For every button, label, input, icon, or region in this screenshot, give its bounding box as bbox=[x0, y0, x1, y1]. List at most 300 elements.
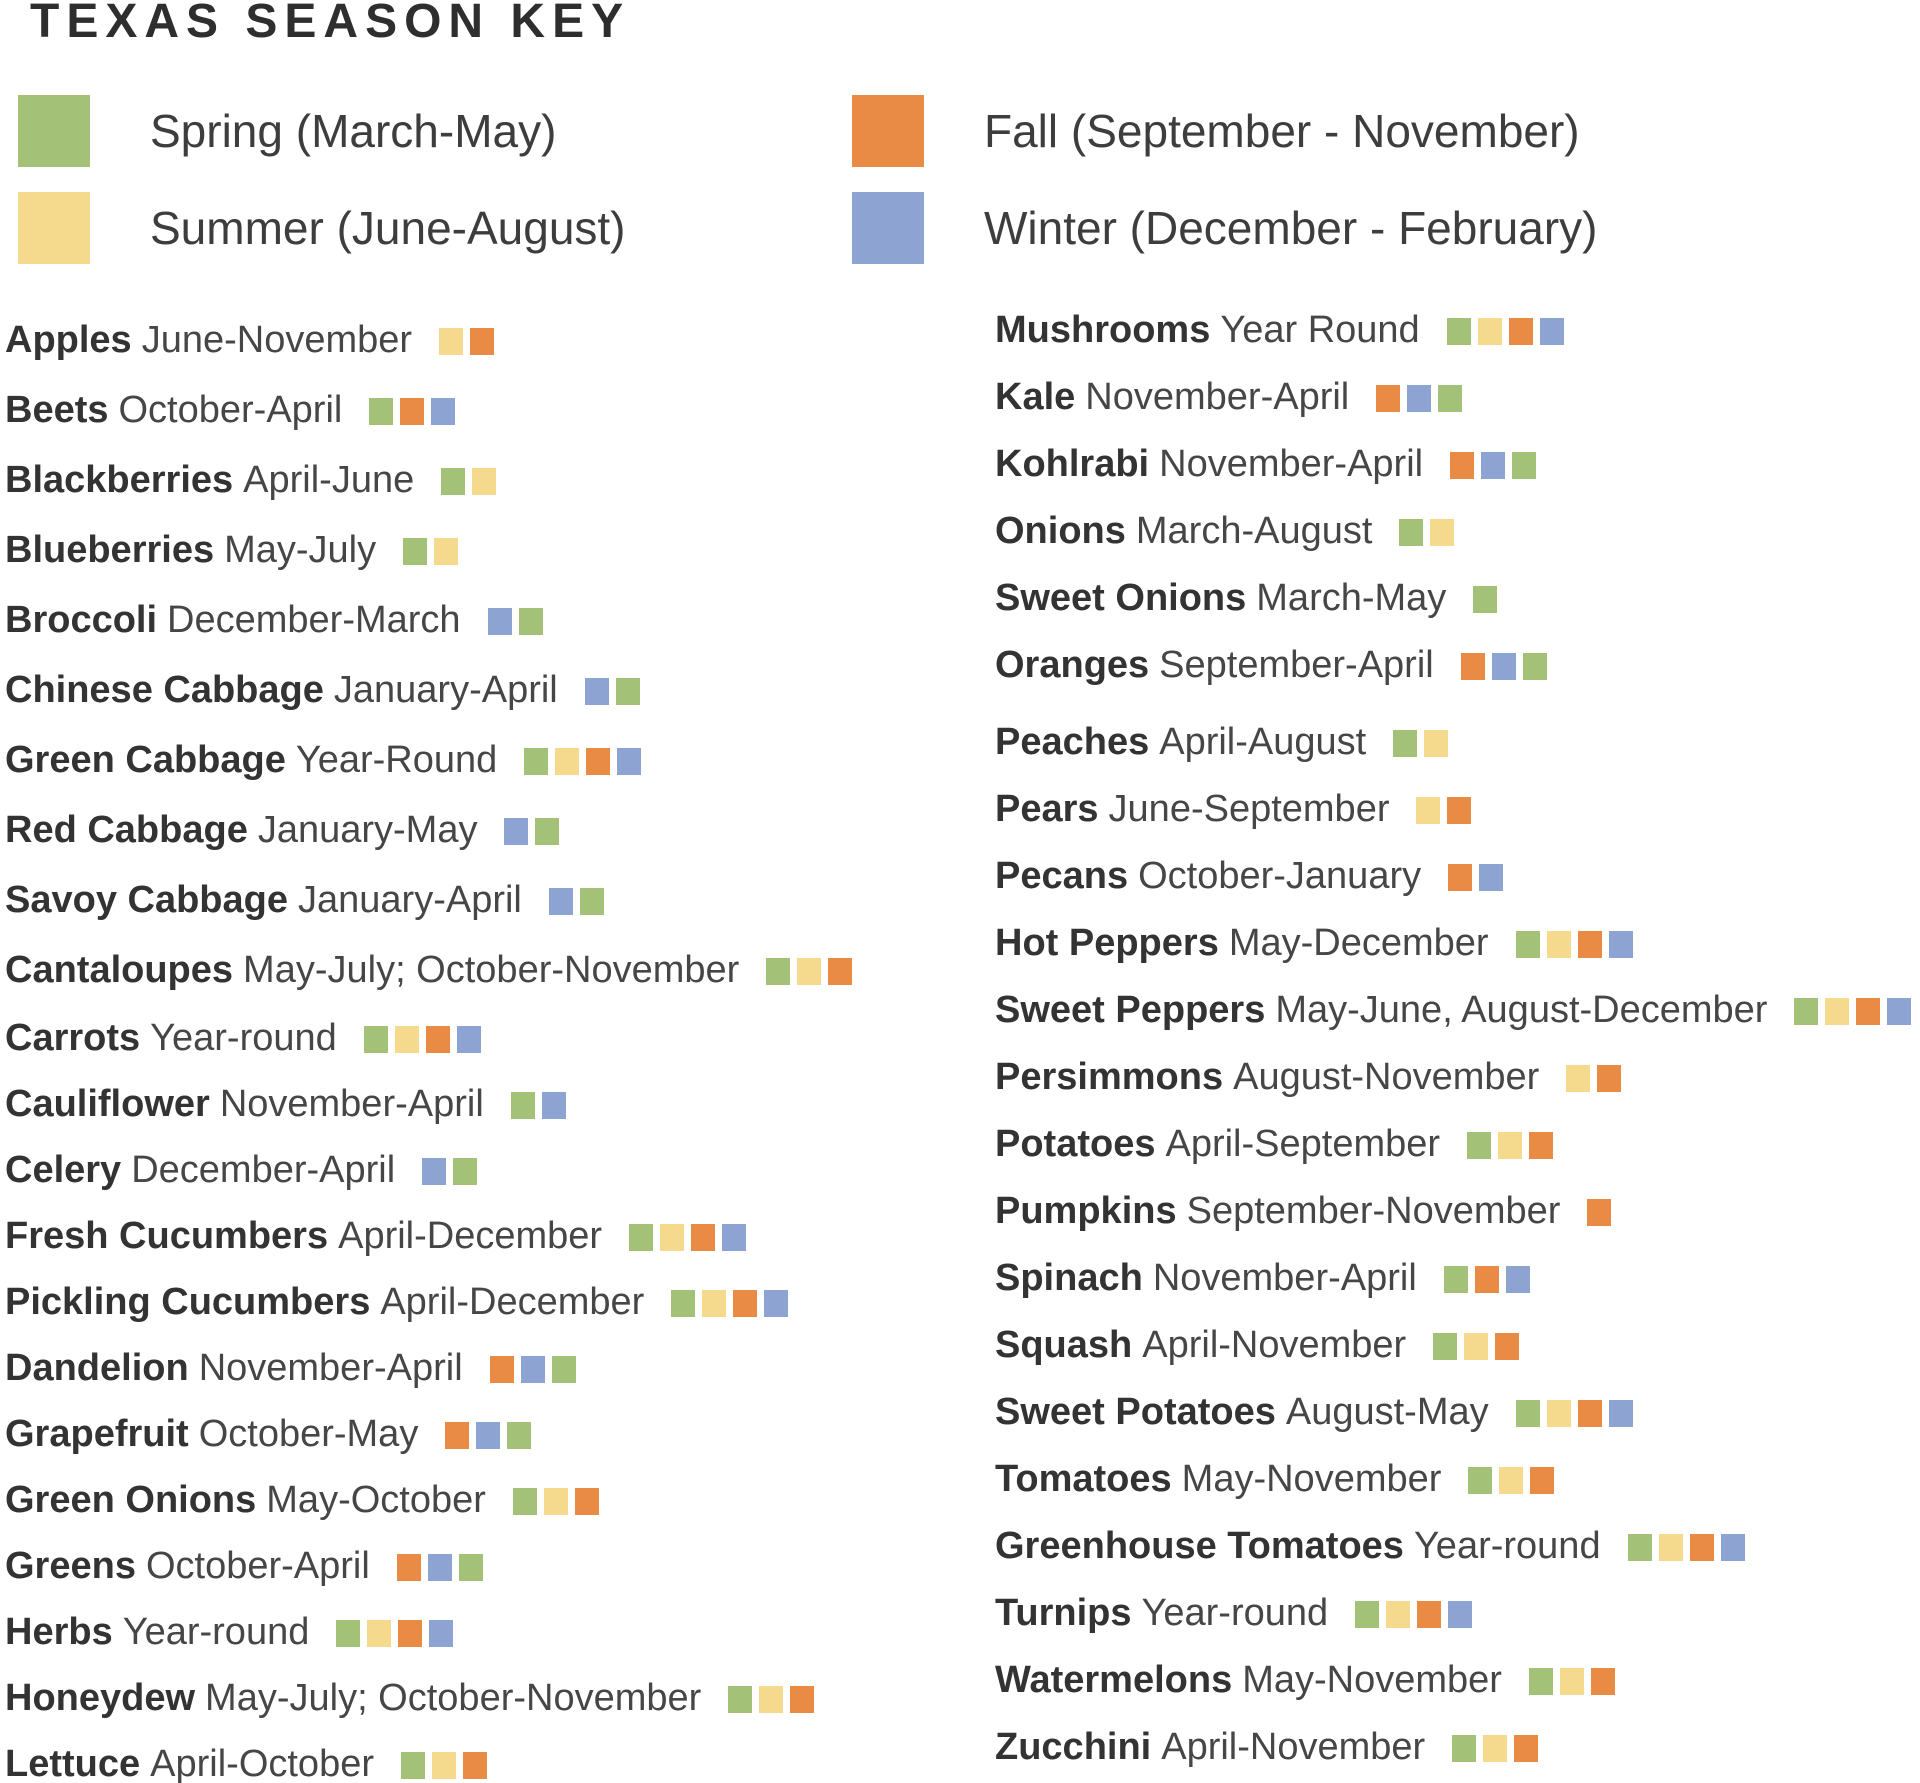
produce-name: Peaches bbox=[995, 721, 1150, 763]
season-squares bbox=[1566, 1065, 1621, 1092]
produce-months: November-April bbox=[1152, 1257, 1417, 1299]
produce-months: October-April bbox=[145, 1544, 370, 1587]
fall-season-square-icon bbox=[463, 1752, 487, 1779]
produce-months: December-April bbox=[131, 1148, 396, 1191]
spring-season-square-icon bbox=[513, 1488, 537, 1515]
summer-season-square-icon bbox=[1659, 1534, 1683, 1561]
produce-months: May-December bbox=[1228, 922, 1489, 964]
fall-season-square-icon bbox=[1509, 318, 1533, 345]
produce-name: Blackberries bbox=[5, 458, 234, 501]
produce-row bbox=[5, 1467, 852, 1533]
produce-row bbox=[995, 1111, 1911, 1178]
fall-season-square-icon bbox=[1514, 1735, 1538, 1762]
spring-season-square-icon bbox=[616, 678, 640, 705]
produce-name: Persimmons bbox=[995, 1056, 1224, 1098]
produce-row bbox=[995, 1446, 1911, 1513]
fall-season-square-icon bbox=[490, 1356, 514, 1383]
produce-months: May-July; October-November bbox=[205, 1676, 702, 1719]
winter-season-square-icon bbox=[549, 888, 573, 915]
season-squares bbox=[1587, 1199, 1611, 1226]
spring-season-square-icon bbox=[1355, 1601, 1379, 1628]
produce-months: April-September bbox=[1165, 1123, 1441, 1165]
produce-months: August-May bbox=[1285, 1391, 1489, 1433]
season-squares bbox=[401, 1752, 487, 1779]
produce-name: Spinach bbox=[995, 1257, 1143, 1299]
produce-months: May-July; October-November bbox=[243, 948, 740, 991]
produce-row bbox=[5, 935, 852, 1005]
season-squares bbox=[336, 1620, 453, 1647]
spring-season-square-icon bbox=[552, 1356, 576, 1383]
season-squares bbox=[629, 1224, 746, 1251]
fall-season-square-icon bbox=[691, 1224, 715, 1251]
spring-season-square-icon bbox=[1452, 1735, 1476, 1762]
summer-season-square-icon bbox=[472, 468, 496, 495]
produce-name: Mushrooms bbox=[995, 309, 1211, 351]
produce-row bbox=[995, 1178, 1911, 1245]
produce-name: Broccoli bbox=[5, 598, 158, 641]
winter-season-square-icon bbox=[422, 1158, 446, 1185]
fall-season-square-icon bbox=[1578, 931, 1602, 958]
produce-months: November-April bbox=[198, 1346, 463, 1389]
produce-name: Onions bbox=[995, 510, 1126, 552]
season-squares bbox=[513, 1488, 599, 1515]
winter-season-square-icon bbox=[428, 1554, 452, 1581]
legend-label: Fall (September - November) bbox=[984, 105, 1580, 157]
spring-season-square-icon bbox=[1529, 1668, 1553, 1695]
fall-season-square-icon bbox=[470, 328, 494, 355]
winter-season-square-icon bbox=[1448, 1601, 1472, 1628]
season-squares bbox=[504, 818, 559, 845]
produce-row bbox=[995, 709, 1911, 776]
winter-season-square-icon bbox=[488, 608, 512, 635]
produce-row bbox=[5, 865, 852, 935]
season-squares bbox=[490, 1356, 576, 1383]
season-squares bbox=[585, 678, 640, 705]
season-squares bbox=[369, 398, 455, 425]
produce-months: April-November bbox=[1161, 1726, 1426, 1768]
summer-season-square-icon bbox=[1499, 1467, 1523, 1494]
summer-season-square-icon bbox=[1825, 998, 1849, 1025]
season-squares bbox=[524, 748, 641, 775]
winter-season-square-icon bbox=[431, 398, 455, 425]
produce-row bbox=[5, 305, 852, 375]
produce-name: Red Cabbage bbox=[5, 808, 248, 851]
produce-name: Grapefruit bbox=[5, 1412, 189, 1455]
spring-season-square-icon bbox=[1628, 1534, 1652, 1561]
produce-name: Green Onions bbox=[5, 1478, 257, 1521]
summer-season-square-icon bbox=[1416, 797, 1440, 824]
page-title: TEXAS SEASON KEY bbox=[30, 0, 631, 48]
fall-season-square-icon bbox=[586, 748, 610, 775]
fall-season-square-icon bbox=[445, 1422, 469, 1449]
spring-season-square-icon bbox=[369, 398, 393, 425]
spring-season-square-icon bbox=[511, 1092, 535, 1119]
spring-season-square-icon bbox=[507, 1422, 531, 1449]
spring-season-square-icon bbox=[519, 608, 543, 635]
season-squares bbox=[1450, 452, 1536, 479]
produce-name: Savoy Cabbage bbox=[5, 878, 288, 921]
produce-row bbox=[995, 431, 1911, 498]
winter-season-square-icon bbox=[722, 1224, 746, 1251]
produce-row bbox=[995, 1379, 1911, 1446]
produce-name: Greenhouse Tomatoes bbox=[995, 1525, 1404, 1567]
produce-name: Pecans bbox=[995, 855, 1129, 897]
winter-season-square-icon bbox=[1887, 998, 1911, 1025]
winter-season-square-icon bbox=[1407, 385, 1431, 412]
fall-season-square-icon bbox=[1450, 452, 1474, 479]
produce-row bbox=[995, 1044, 1911, 1111]
spring-swatch-icon bbox=[18, 95, 90, 167]
season-squares bbox=[1467, 1132, 1553, 1159]
winter-season-square-icon bbox=[1481, 452, 1505, 479]
produce-row bbox=[995, 1513, 1911, 1580]
produce-name: Kohlrabi bbox=[995, 443, 1150, 485]
produce-months: September-November bbox=[1186, 1190, 1561, 1232]
fall-season-square-icon bbox=[1530, 1467, 1554, 1494]
produce-months: Year-round bbox=[150, 1016, 337, 1059]
summer-swatch-icon bbox=[18, 192, 90, 264]
spring-season-square-icon bbox=[1516, 931, 1540, 958]
produce-name: Cantaloupes bbox=[5, 948, 234, 991]
produce-name: Beets bbox=[5, 388, 109, 431]
produce-row bbox=[5, 1731, 852, 1783]
produce-name: Pears bbox=[995, 788, 1099, 830]
summer-season-square-icon bbox=[395, 1026, 419, 1053]
fall-season-square-icon bbox=[398, 1620, 422, 1647]
season-squares bbox=[766, 958, 852, 985]
produce-row bbox=[5, 1269, 852, 1335]
summer-season-square-icon bbox=[555, 748, 579, 775]
produce-row bbox=[5, 795, 852, 865]
spring-season-square-icon bbox=[766, 958, 790, 985]
produce-months: May-June, August-December bbox=[1275, 989, 1768, 1031]
fall-season-square-icon bbox=[1417, 1601, 1441, 1628]
produce-name: Kale bbox=[995, 376, 1076, 418]
produce-row bbox=[5, 1071, 852, 1137]
produce-months: Year Round bbox=[1220, 309, 1420, 351]
produce-name: Fresh Cucumbers bbox=[5, 1214, 329, 1257]
produce-row bbox=[995, 910, 1911, 977]
summer-season-square-icon bbox=[1386, 1601, 1410, 1628]
legend-item bbox=[852, 95, 1597, 167]
spring-season-square-icon bbox=[1512, 452, 1536, 479]
produce-list-right bbox=[995, 297, 1911, 1781]
fall-season-square-icon bbox=[1587, 1199, 1611, 1226]
produce-name: Sweet Onions bbox=[995, 577, 1247, 619]
summer-season-square-icon bbox=[1464, 1333, 1488, 1360]
produce-months: November-April bbox=[219, 1082, 484, 1125]
season-squares bbox=[1461, 653, 1547, 680]
produce-name: Honeydew bbox=[5, 1676, 196, 1719]
fall-season-square-icon bbox=[828, 958, 852, 985]
winter-season-square-icon bbox=[504, 818, 528, 845]
produce-row bbox=[5, 1665, 852, 1731]
produce-months: March-August bbox=[1135, 510, 1373, 552]
winter-season-square-icon bbox=[542, 1092, 566, 1119]
spring-season-square-icon bbox=[1438, 385, 1462, 412]
season-squares bbox=[441, 468, 496, 495]
season-squares bbox=[1376, 385, 1462, 412]
produce-months: May-November bbox=[1242, 1659, 1502, 1701]
season-squares bbox=[1416, 797, 1471, 824]
summer-season-square-icon bbox=[1547, 931, 1571, 958]
season-squares bbox=[1444, 1266, 1530, 1293]
season-squares bbox=[445, 1422, 531, 1449]
fall-season-square-icon bbox=[1856, 998, 1880, 1025]
season-legend bbox=[18, 95, 1597, 264]
produce-months: October-May bbox=[198, 1412, 419, 1455]
produce-name: Hot Peppers bbox=[995, 922, 1219, 964]
produce-name: Sweet Peppers bbox=[995, 989, 1266, 1031]
spring-season-square-icon bbox=[1433, 1333, 1457, 1360]
produce-name: Herbs bbox=[5, 1610, 113, 1653]
produce-list-left bbox=[5, 305, 852, 1783]
produce-row bbox=[995, 565, 1911, 632]
produce-name: Oranges bbox=[995, 644, 1150, 686]
season-squares bbox=[1393, 730, 1448, 757]
fall-season-square-icon bbox=[1597, 1065, 1621, 1092]
season-squares bbox=[403, 538, 458, 565]
summer-season-square-icon bbox=[1483, 1735, 1507, 1762]
produce-months: January-May bbox=[257, 808, 478, 851]
spring-season-square-icon bbox=[1516, 1400, 1540, 1427]
produce-name: Watermelons bbox=[995, 1659, 1233, 1701]
produce-row bbox=[995, 776, 1911, 843]
produce-name: Zucchini bbox=[995, 1726, 1152, 1768]
spring-season-square-icon bbox=[1467, 1132, 1491, 1159]
produce-name: Blueberries bbox=[5, 528, 215, 571]
winter-season-square-icon bbox=[1721, 1534, 1745, 1561]
spring-season-square-icon bbox=[535, 818, 559, 845]
spring-season-square-icon bbox=[1444, 1266, 1468, 1293]
season-squares bbox=[1794, 998, 1911, 1025]
season-squares bbox=[1448, 864, 1503, 891]
produce-row bbox=[995, 977, 1911, 1044]
produce-name: Chinese Cabbage bbox=[5, 668, 324, 711]
spring-season-square-icon bbox=[671, 1290, 695, 1317]
fall-season-square-icon bbox=[1447, 797, 1471, 824]
produce-row bbox=[5, 655, 852, 725]
fall-season-square-icon bbox=[1529, 1132, 1553, 1159]
season-squares bbox=[671, 1290, 788, 1317]
fall-season-square-icon bbox=[1690, 1534, 1714, 1561]
season-squares bbox=[1516, 931, 1633, 958]
produce-name: Tomatoes bbox=[995, 1458, 1172, 1500]
produce-name: Turnips bbox=[995, 1592, 1132, 1634]
summer-season-square-icon bbox=[1424, 730, 1448, 757]
legend-item bbox=[18, 192, 852, 264]
winter-season-square-icon bbox=[1609, 1400, 1633, 1427]
season-squares bbox=[549, 888, 604, 915]
winter-season-square-icon bbox=[1479, 864, 1503, 891]
spring-season-square-icon bbox=[1399, 519, 1423, 546]
legend-item bbox=[852, 192, 1597, 264]
legend-label: Summer (June-August) bbox=[150, 202, 626, 254]
produce-row bbox=[995, 843, 1911, 910]
produce-months: April-June bbox=[243, 458, 415, 501]
spring-season-square-icon bbox=[459, 1554, 483, 1581]
produce-name: Green Cabbage bbox=[5, 738, 286, 781]
produce-row bbox=[995, 297, 1911, 364]
fall-season-square-icon bbox=[400, 398, 424, 425]
produce-row bbox=[995, 498, 1911, 565]
fall-season-square-icon bbox=[1578, 1400, 1602, 1427]
produce-name: Apples bbox=[5, 318, 132, 361]
summer-season-square-icon bbox=[759, 1686, 783, 1713]
summer-season-square-icon bbox=[797, 958, 821, 985]
produce-months: Year-round bbox=[122, 1610, 310, 1653]
produce-name: Greens bbox=[5, 1544, 136, 1587]
fall-season-square-icon bbox=[733, 1290, 757, 1317]
produce-months: November-April bbox=[1085, 376, 1350, 418]
spring-season-square-icon bbox=[453, 1158, 477, 1185]
summer-season-square-icon bbox=[367, 1620, 391, 1647]
season-squares bbox=[728, 1686, 814, 1713]
spring-season-square-icon bbox=[401, 1752, 425, 1779]
produce-name: Lettuce bbox=[5, 1742, 141, 1783]
fall-season-square-icon bbox=[575, 1488, 599, 1515]
summer-season-square-icon bbox=[1478, 318, 1502, 345]
season-squares bbox=[1452, 1735, 1538, 1762]
produce-months: Year-round bbox=[1413, 1525, 1601, 1567]
produce-months: October-January bbox=[1138, 855, 1422, 897]
spring-season-square-icon bbox=[336, 1620, 360, 1647]
produce-row bbox=[995, 1580, 1911, 1647]
season-squares bbox=[1473, 586, 1497, 613]
season-squares bbox=[397, 1554, 483, 1581]
winter-season-square-icon bbox=[1506, 1266, 1530, 1293]
winter-season-square-icon bbox=[1540, 318, 1564, 345]
produce-name: Potatoes bbox=[995, 1123, 1156, 1165]
produce-row bbox=[5, 1203, 852, 1269]
produce-months: January-April bbox=[333, 668, 558, 711]
produce-row bbox=[5, 585, 852, 655]
produce-row bbox=[5, 1137, 852, 1203]
legend-label: Winter (December - February) bbox=[984, 202, 1598, 254]
season-squares bbox=[422, 1158, 477, 1185]
produce-months: Year-round bbox=[1141, 1592, 1329, 1634]
spring-season-square-icon bbox=[364, 1026, 388, 1053]
produce-months: June-November bbox=[141, 318, 413, 361]
season-squares bbox=[511, 1092, 566, 1119]
produce-row bbox=[995, 632, 1911, 699]
winter-season-square-icon bbox=[457, 1026, 481, 1053]
season-squares bbox=[1355, 1601, 1472, 1628]
fall-season-square-icon bbox=[397, 1554, 421, 1581]
season-squares bbox=[1468, 1467, 1554, 1494]
produce-row bbox=[995, 1714, 1911, 1781]
season-squares bbox=[439, 328, 494, 355]
produce-months: May-November bbox=[1181, 1458, 1442, 1500]
produce-row bbox=[995, 364, 1911, 431]
summer-season-square-icon bbox=[1560, 1668, 1584, 1695]
season-squares bbox=[1447, 318, 1564, 345]
summer-season-square-icon bbox=[544, 1488, 568, 1515]
season-squares bbox=[1516, 1400, 1633, 1427]
produce-name: Pumpkins bbox=[995, 1190, 1177, 1232]
produce-months: January-April bbox=[298, 878, 522, 921]
produce-row bbox=[995, 1312, 1911, 1379]
produce-months: November-April bbox=[1159, 443, 1424, 485]
winter-season-square-icon bbox=[1492, 653, 1516, 680]
winter-season-square-icon bbox=[521, 1356, 545, 1383]
produce-months: December-March bbox=[167, 598, 461, 641]
season-squares bbox=[1529, 1668, 1615, 1695]
summer-season-square-icon bbox=[434, 538, 458, 565]
produce-row bbox=[995, 1245, 1911, 1312]
produce-months: April-October bbox=[150, 1742, 374, 1783]
season-squares bbox=[488, 608, 543, 635]
summer-season-square-icon bbox=[702, 1290, 726, 1317]
summer-season-square-icon bbox=[1566, 1065, 1590, 1092]
fall-season-square-icon bbox=[1376, 385, 1400, 412]
produce-row bbox=[5, 445, 852, 515]
produce-months: May-October bbox=[266, 1478, 486, 1521]
produce-name: Cauliflower bbox=[5, 1082, 210, 1125]
produce-row bbox=[5, 725, 852, 795]
produce-row bbox=[5, 375, 852, 445]
produce-months: April-August bbox=[1159, 721, 1367, 763]
spring-season-square-icon bbox=[441, 468, 465, 495]
produce-row bbox=[5, 515, 852, 585]
produce-months: Year-Round bbox=[295, 738, 498, 781]
produce-months: April-November bbox=[1142, 1324, 1407, 1366]
spring-season-square-icon bbox=[1794, 998, 1818, 1025]
spring-season-square-icon bbox=[580, 888, 604, 915]
produce-row bbox=[5, 1005, 852, 1071]
fall-season-square-icon bbox=[1448, 864, 1472, 891]
summer-season-square-icon bbox=[1547, 1400, 1571, 1427]
fall-season-square-icon bbox=[1591, 1668, 1615, 1695]
produce-row bbox=[5, 1599, 852, 1665]
spring-season-square-icon bbox=[1468, 1467, 1492, 1494]
season-squares bbox=[1628, 1534, 1745, 1561]
summer-season-square-icon bbox=[432, 1752, 456, 1779]
produce-months: August-November bbox=[1233, 1056, 1540, 1098]
season-squares bbox=[364, 1026, 481, 1053]
produce-name: Pickling Cucumbers bbox=[5, 1280, 371, 1323]
produce-row bbox=[5, 1401, 852, 1467]
produce-months: March-May bbox=[1256, 577, 1447, 619]
spring-season-square-icon bbox=[1473, 586, 1497, 613]
spring-season-square-icon bbox=[728, 1686, 752, 1713]
produce-name: Sweet Potatoes bbox=[995, 1391, 1276, 1433]
fall-swatch-icon bbox=[852, 95, 924, 167]
summer-season-square-icon bbox=[439, 328, 463, 355]
fall-season-square-icon bbox=[426, 1026, 450, 1053]
winter-season-square-icon bbox=[585, 678, 609, 705]
season-squares bbox=[1433, 1333, 1519, 1360]
winter-season-square-icon bbox=[1609, 931, 1633, 958]
winter-season-square-icon bbox=[476, 1422, 500, 1449]
summer-season-square-icon bbox=[1430, 519, 1454, 546]
winter-season-square-icon bbox=[429, 1620, 453, 1647]
spring-season-square-icon bbox=[1393, 730, 1417, 757]
produce-months: April-December bbox=[338, 1214, 603, 1257]
legend-label: Spring (March-May) bbox=[150, 105, 557, 157]
produce-name: Celery bbox=[5, 1148, 122, 1191]
produce-name: Squash bbox=[995, 1324, 1133, 1366]
fall-season-square-icon bbox=[1461, 653, 1485, 680]
winter-season-square-icon bbox=[764, 1290, 788, 1317]
summer-season-square-icon bbox=[660, 1224, 684, 1251]
produce-months: May-July bbox=[224, 528, 377, 571]
produce-name: Dandelion bbox=[5, 1346, 189, 1389]
produce-row bbox=[995, 1647, 1911, 1714]
spring-season-square-icon bbox=[403, 538, 427, 565]
winter-season-square-icon bbox=[617, 748, 641, 775]
produce-name: Carrots bbox=[5, 1016, 141, 1059]
